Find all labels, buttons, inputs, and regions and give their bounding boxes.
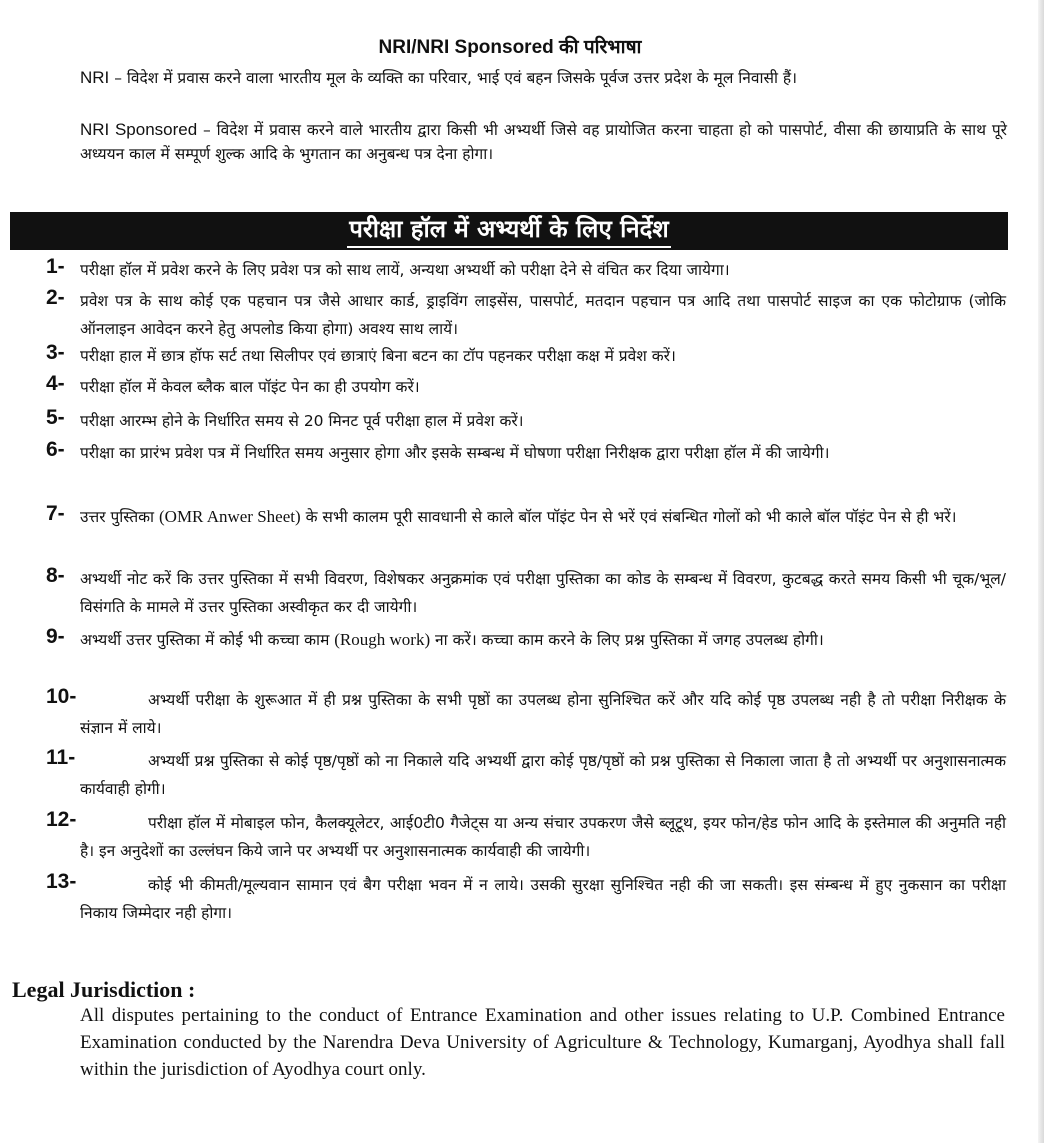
instructions-heading: परीक्षा हॉल में अभ्यर्थी के लिए निर्देश bbox=[347, 212, 670, 248]
instruction-text: अभ्यर्थी प्रश्न पुस्तिका से कोई पृष्ठ/पृष्ठों को ना निकाले यदि अभ्यर्थी द्वारा कोई पृष्ठ/पृष्ठों को प्रश्न पुस्तिका से निकाला जाता है तो अभ्यर्थी पर अनुशासनात्मक कार्यवाही होगी। bbox=[80, 752, 1006, 798]
instructions-heading-banner bbox=[10, 212, 1008, 250]
instruction-number: 2- bbox=[46, 286, 65, 309]
instruction-number: 5- bbox=[46, 406, 65, 429]
nri-definition-paragraph bbox=[80, 66, 1007, 90]
instruction-number: 10- bbox=[46, 685, 77, 708]
nri-definition-title: NRI/NRI Sponsored की परिभाषा bbox=[378, 37, 642, 58]
instruction-number: 9- bbox=[46, 625, 65, 648]
instruction-text: अभ्यर्थी परीक्षा के शुरूआत में ही प्रश्न पुस्तिका के सभी पृष्ठों का उपलब्ध होना सुनिश्चित करें और यदि कोई पृष्ठ उपलब्ध नही है तो परीक्षा निरीक्षक के संज्ञान में लाये। bbox=[80, 691, 1006, 737]
instruction-number: 3- bbox=[46, 341, 65, 364]
instruction-number: 7- bbox=[46, 502, 65, 525]
instruction-text-part: उत्तर पुस्तिका bbox=[80, 508, 159, 526]
instruction-number: 13- bbox=[46, 870, 77, 893]
instruction-number: 1- bbox=[46, 255, 65, 278]
instruction-text: परीक्षा हॉल में प्रवेश करने के लिए प्रवेश पत्र को साथ लायें, अन्यथा अभ्यर्थी को परीक्षा देने से वंचित कर दिया जायेगा। bbox=[80, 261, 730, 279]
nri-term: NRI bbox=[80, 68, 110, 87]
instruction-text-part: के सभी कालम पूरी सावधानी से काले बॉल पॉइंट पेन से भरें एवं संबन्धित गोलों को भी काले बॉल पॉइंट पेन से ही भरें। bbox=[300, 508, 957, 526]
instruction-text: परीक्षा हॉल में मोबाइल फोन, कैलक्यूलेटर, आई0टी0 गैजेट्स या अन्य संचार उपकरण जैसे ब्लूटूथ, इयर फोन/हेड फोन आदि के इस्तेमाल की अनुमति नही है। इन अनुदेशों का उल्लंघन किये जाने पर अभ्यर्थी पर अनुशासनात्मक कार्यवाही की जायेगी। bbox=[80, 814, 1006, 860]
instruction-number: 8- bbox=[46, 564, 65, 587]
nri-sponsored-definition-paragraph bbox=[80, 118, 1007, 166]
legal-jurisdiction-text: All disputes pertaining to the conduct of Entrance Examination and other issues relating to U.P. Combined Entrance Examination conducted by the Narendra Deva University of Agriculture & Technology, Kumarganj, Ayodhya shall fall within the jurisdiction of Ayodhya court only. bbox=[80, 1005, 1005, 1080]
instruction-number: 11- bbox=[46, 746, 76, 769]
page-edge-shadow bbox=[1038, 0, 1044, 1143]
instruction-text-part: ना करें। कच्चा काम करने के लिए प्रश्न पुस्तिका में जगह उपलब्ध होगी। bbox=[430, 631, 824, 649]
nri-sponsored-definition-text: – विदेश में प्रवास करने वाले भारतीय द्वारा किसी भी अभ्यर्थी जिसे वह प्रायोजित करना चाहता हो को पासपोर्ट, वीसा की छायाप्रति के साथ पूरे अध्ययन काल में सम्पूर्ण शुल्क आदि के भुगतान का अनुबन्ध पत्र देना होगा। bbox=[80, 121, 1007, 163]
instruction-text: परीक्षा हाल में छात्र हॉफ सर्ट तथा सिलीपर एवं छात्राएं बिना बटन का टॉप पहनकर परीक्षा कक्ष में प्रवेश करें। bbox=[80, 347, 676, 365]
omr-answer-sheet-label: (OMR Anwer Sheet) bbox=[159, 507, 301, 526]
instruction-number: 6- bbox=[46, 438, 65, 461]
instruction-text: प्रवेश पत्र के साथ कोई एक पहचान पत्र जैसे आधार कार्ड, ड्राइविंग लाइसेंस, पासपोर्ट, मतदान पहचान पत्र आदि तथा पासपोर्ट साइज का एक फोटोग्राफ (जोकि ऑनलाइन आवेदन करने हेतु अपलोड किया होगा) अवश्य साथ लायें। bbox=[80, 292, 1006, 338]
instruction-text bbox=[80, 626, 1006, 654]
nri-definition-text: – विदेश में प्रवास करने वाला भारतीय मूल के व्यक्ति का परिवार, भाई एवं बहन जिसके पूर्वज उत्तर प्रदेश के मूल निवासी हैं। bbox=[109, 69, 798, 87]
instruction-number: 4- bbox=[46, 372, 65, 395]
instruction-text: परीक्षा हॉल में केवल ब्लैक बाल पॉइंट पेन का ही उपयोग करें। bbox=[80, 378, 420, 396]
instruction-text: कोई भी कीमती/मूल्यवान सामान एवं बैग परीक्षा भवन में न लाये। उसकी सुरक्षा सुनिश्चित नही की जा सकती। इस संम्बन्ध में हुए नुकसान का परीक्षा निकाय जिम्मेदार नही होगा। bbox=[80, 876, 1006, 922]
instruction-text: परीक्षा का प्रारंभ प्रवेश पत्र में निर्धारित समय अनुसार होगा और इसके सम्बन्ध में घोषणा परीक्षा निरीक्षक द्वारा परीक्षा हॉल में की जायेगी। bbox=[80, 444, 830, 462]
instruction-text bbox=[80, 503, 1006, 531]
legal-jurisdiction-heading: Legal Jurisdiction : bbox=[12, 977, 196, 1002]
nri-sponsored-term: NRI Sponsored bbox=[80, 120, 198, 139]
instruction-text-part: अभ्यर्थी उत्तर पुस्तिका में कोई भी कच्चा काम bbox=[80, 631, 335, 649]
rough-work-label: (Rough work) bbox=[334, 630, 431, 649]
instruction-number: 12- bbox=[46, 808, 77, 831]
instruction-text: अभ्यर्थी नोट करें कि उत्तर पुस्तिका में सभी विवरण, विशेषकर अनुक्रमांक एवं परीक्षा पुस्तिका का कोड के सम्बन्ध में विवरण, कुटबद्ध करते समय किसी भी चूक/भूल/विसंगति के मामले में उत्तर पुस्तिका अस्वीकृत कर दी जायेगी। bbox=[80, 570, 1006, 616]
instruction-text: परीक्षा आरम्भ होने के निर्धारित समय से 20 मिनट पूर्व परीक्षा हाल में प्रवेश करें। bbox=[80, 412, 524, 430]
